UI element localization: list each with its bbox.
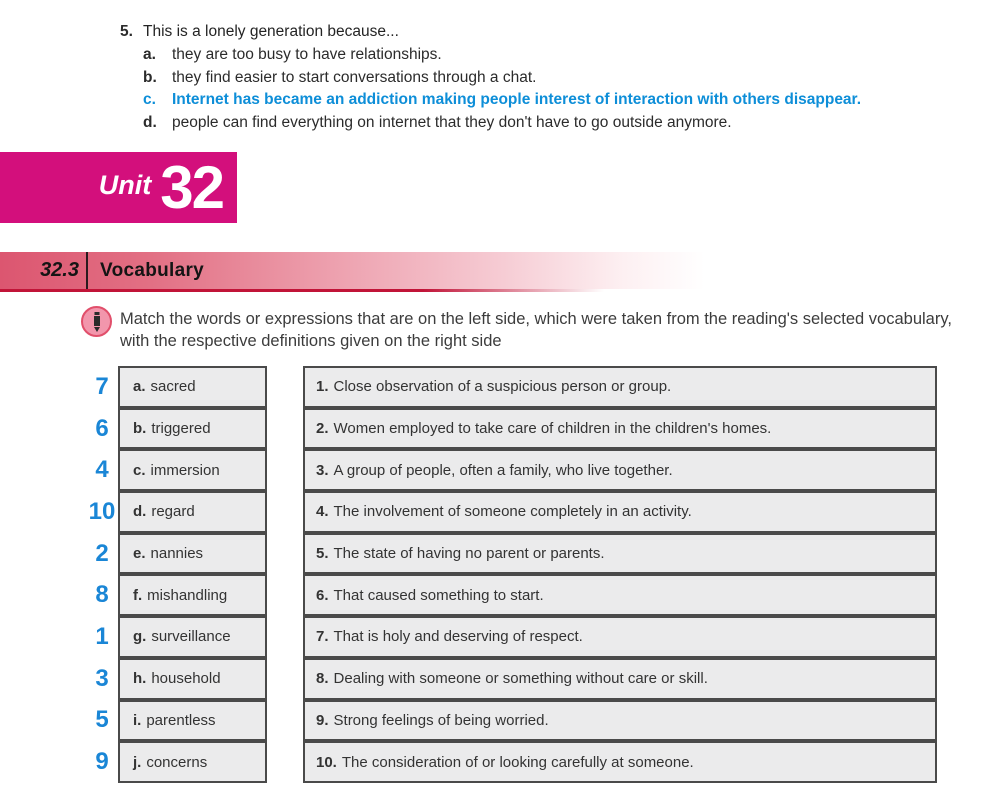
answer-number: 10 bbox=[88, 497, 116, 525]
answer-number: 4 bbox=[95, 456, 109, 484]
pencil-icon bbox=[81, 306, 112, 337]
question-option bbox=[143, 89, 980, 112]
word-text: triggered bbox=[151, 420, 211, 438]
word-text: surveillance bbox=[151, 628, 231, 646]
option-label: c. bbox=[143, 91, 156, 108]
definition-label: 8. bbox=[316, 670, 329, 688]
word-text: immersion bbox=[150, 461, 220, 479]
section-title: Vocabulary bbox=[100, 259, 205, 281]
word-cell bbox=[118, 658, 267, 700]
definition-label: 5. bbox=[316, 545, 329, 563]
word-text: nannies bbox=[150, 545, 204, 563]
definition-label: 10. bbox=[316, 753, 337, 771]
word-label: j. bbox=[133, 753, 142, 771]
word-label: g. bbox=[133, 628, 147, 646]
answers-column bbox=[88, 366, 116, 783]
definition-text: Women employed to take care of children in the children's homes. bbox=[333, 420, 772, 438]
answer-number: 7 bbox=[95, 372, 109, 400]
question-options bbox=[143, 44, 980, 134]
definition-cell bbox=[303, 366, 937, 408]
words-column bbox=[118, 366, 267, 783]
answer-number: 6 bbox=[95, 414, 109, 442]
word-label: a. bbox=[133, 378, 146, 396]
definition-cell bbox=[303, 741, 937, 783]
unit-banner bbox=[0, 152, 237, 223]
word-cell bbox=[118, 366, 267, 408]
pencil-icon-glyph bbox=[91, 311, 103, 333]
word-label: d. bbox=[133, 503, 147, 521]
word-label: f. bbox=[133, 586, 143, 604]
question-block bbox=[120, 20, 980, 134]
word-label: c. bbox=[133, 461, 146, 479]
definition-text: A group of people, often a family, who live together. bbox=[333, 461, 673, 479]
section-number: 32.3 bbox=[40, 259, 79, 281]
definition-text: That is holy and deserving of respect. bbox=[333, 628, 583, 646]
definition-text: Close observation of a suspicious person or group. bbox=[333, 378, 672, 396]
word-cell bbox=[118, 616, 267, 658]
section-underline bbox=[0, 289, 1007, 292]
definition-cell bbox=[303, 574, 937, 616]
answer-number: 3 bbox=[95, 664, 109, 692]
option-text: Internet has became an addiction making people interest of interaction with others disappear. bbox=[172, 91, 862, 108]
definition-cell bbox=[303, 658, 937, 700]
answer-number: 9 bbox=[95, 748, 109, 776]
option-label: a. bbox=[143, 46, 156, 63]
definition-label: 6. bbox=[316, 586, 329, 604]
definition-label: 2. bbox=[316, 420, 329, 438]
definition-text: Dealing with someone or something without care or skill. bbox=[333, 670, 708, 688]
option-text: they find easier to start conversations through a chat. bbox=[172, 68, 537, 86]
unit-banner-label: Unit bbox=[98, 170, 152, 200]
unit-banner-number: 32 bbox=[160, 154, 223, 221]
question-number: 5. bbox=[120, 23, 133, 40]
definition-label: 7. bbox=[316, 628, 329, 646]
definition-cell bbox=[303, 449, 937, 491]
answer-number: 8 bbox=[95, 581, 109, 609]
section-header-bar bbox=[0, 252, 1007, 289]
word-cell bbox=[118, 408, 267, 450]
definition-text: The consideration of or looking carefully at someone. bbox=[341, 753, 694, 771]
word-text: sacred bbox=[150, 378, 196, 396]
definition-cell bbox=[303, 616, 937, 658]
definition-label: 1. bbox=[316, 378, 329, 396]
definition-cell bbox=[303, 491, 937, 533]
word-cell bbox=[118, 491, 267, 533]
question-option bbox=[143, 112, 980, 135]
definitions-column bbox=[303, 366, 937, 783]
definition-label: 9. bbox=[316, 711, 329, 729]
definition-cell bbox=[303, 408, 937, 450]
word-label: e. bbox=[133, 545, 146, 563]
question-option bbox=[143, 44, 980, 67]
answer-number: 5 bbox=[95, 706, 109, 734]
answer-number: 1 bbox=[95, 622, 109, 650]
definition-label: 4. bbox=[316, 503, 329, 521]
word-text: household bbox=[151, 670, 221, 688]
definition-text: Strong feelings of being worried. bbox=[333, 711, 549, 729]
word-text: regard bbox=[151, 503, 195, 521]
option-label: b. bbox=[143, 68, 157, 86]
definition-cell bbox=[303, 700, 937, 742]
word-label: b. bbox=[133, 420, 147, 438]
word-cell bbox=[118, 741, 267, 783]
definition-text: That caused something to start. bbox=[333, 586, 544, 604]
word-label: i. bbox=[133, 711, 142, 729]
instruction-text: Match the words or expressions that are on the left side, which were taken from the reading's selected vocabulary, with the respective definitions given on the right side bbox=[120, 310, 952, 350]
word-cell bbox=[118, 533, 267, 575]
word-text: parentless bbox=[146, 711, 216, 729]
word-text: mishandling bbox=[147, 586, 228, 604]
word-cell bbox=[118, 574, 267, 616]
option-label: d. bbox=[143, 113, 157, 131]
option-text: people can find everything on internet that they don't have to go outside anymore. bbox=[172, 113, 732, 131]
question-text: This is a lonely generation because... bbox=[143, 23, 399, 40]
definition-label: 3. bbox=[316, 461, 329, 479]
word-text: concerns bbox=[146, 753, 208, 771]
option-text: they are too busy to have relationships. bbox=[172, 46, 442, 63]
question-line bbox=[120, 20, 980, 43]
question-option bbox=[143, 67, 980, 90]
definition-text: The state of having no parent or parents. bbox=[333, 545, 605, 563]
word-cell bbox=[118, 449, 267, 491]
answer-number: 2 bbox=[95, 539, 109, 567]
word-label: h. bbox=[133, 670, 147, 688]
definition-cell bbox=[303, 533, 937, 575]
definition-text: The involvement of someone completely in an activity. bbox=[333, 503, 692, 521]
word-cell bbox=[118, 700, 267, 742]
